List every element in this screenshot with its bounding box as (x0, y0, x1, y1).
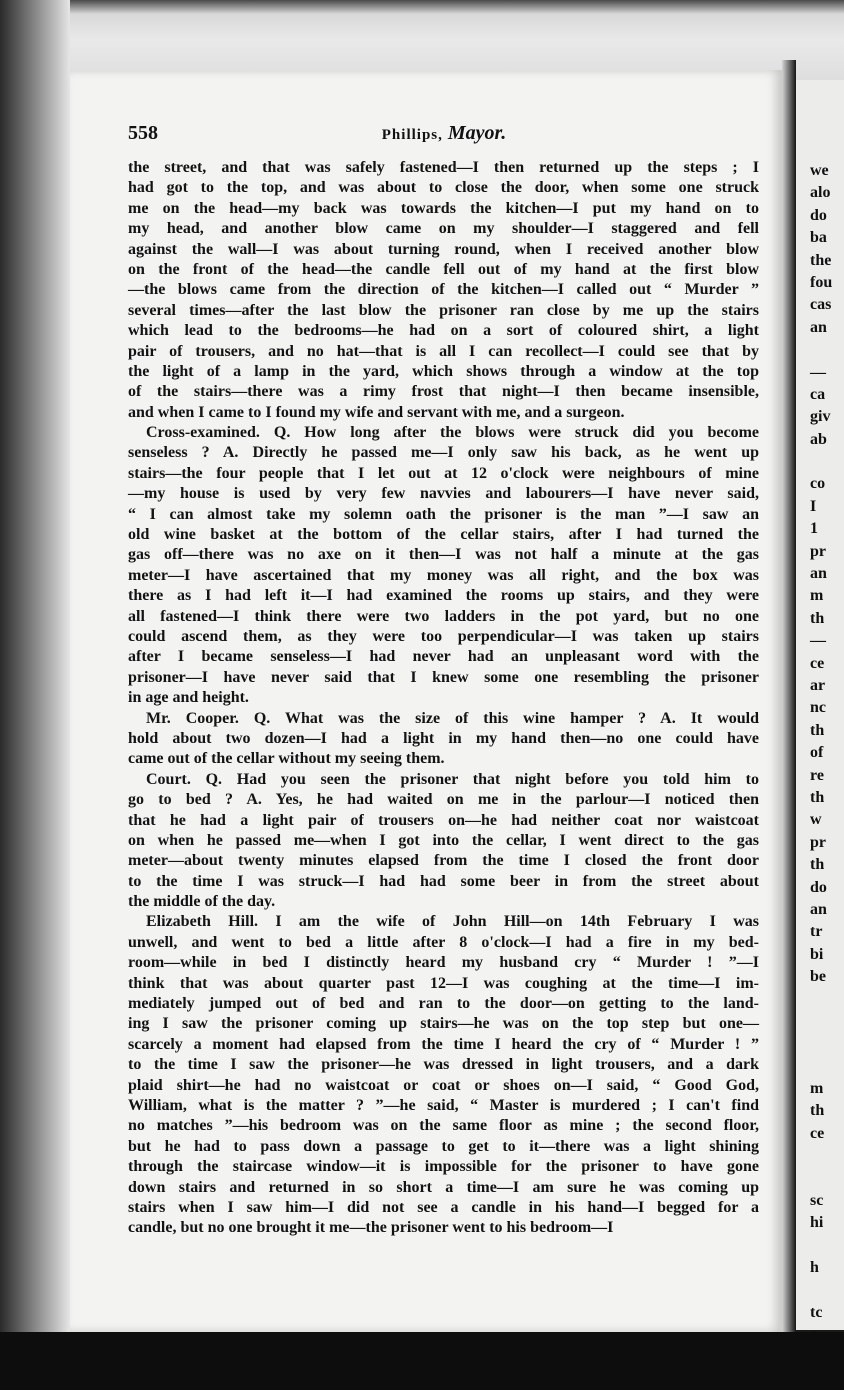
facing-line-fragment: an (810, 900, 827, 918)
facing-line-fragment: pr (810, 833, 826, 851)
facing-line-fragment (810, 1056, 832, 1078)
facing-line-fragment: hi (810, 1214, 824, 1232)
facing-line-fragment: ba (810, 229, 827, 247)
text-line: stairs when I saw him—I did not see a candle in his hand—I begged for a (128, 1198, 759, 1216)
facing-line-fragment: th (810, 788, 825, 806)
text-line: and when I came to I found my wife and servant with me, and a surgeon. (128, 403, 625, 421)
facing-line-fragment: re (810, 766, 824, 784)
text-line: the street, and that was safely fastened—I then returned up the steps ; I (128, 159, 759, 176)
facing-line-fragment: th (810, 721, 825, 739)
text-line: Court. Q. Had you seen the prisoner that night before you told him to (146, 770, 759, 788)
facing-line-fragment: sc (810, 1191, 824, 1209)
facing-line-fragment (810, 1011, 832, 1033)
facing-line-fragment: ca (810, 385, 826, 403)
running-head (128, 118, 760, 150)
text-line: to the time I saw the prisoner—he was dressed in light trousers, and a dark (128, 1056, 759, 1074)
text-line: scarcely a moment had elapsed from the time I heard the cry of “ Murder ! ” (128, 1035, 759, 1053)
text-line: candle, but no one brought it me—the prisoner went to his bedroom—I (128, 1219, 614, 1237)
facing-line-fragment (810, 339, 832, 361)
text-line: William, what is the matter ? ”—he said, “ Master is murdered ; I can't find (128, 1096, 759, 1114)
text-line: several times—after the last blow the prisoner ran close by me up the stairs (128, 301, 759, 319)
text-line: mediately jumped out of bed and ran to the door—on getting to the land- (128, 995, 759, 1013)
page-number: 558 (128, 122, 158, 144)
text-line: go to bed ? A. Yes, he had waited on me in the parlour—I noticed then (128, 791, 759, 809)
text-line: had got to the top, and was about to close the door, when some one struck (128, 179, 759, 197)
facing-line-fragment: nc (810, 699, 826, 717)
facing-line-fragment: do (810, 206, 827, 224)
text-line: plaid shirt—he had no waistcoat or coat or shoes on—I said, “ Good God, (128, 1076, 759, 1094)
text-line: Mr. Cooper. Q. What was the size of this wine hamper ? A. It would (146, 709, 759, 727)
text-line: think that was about quarter past 12—I was coughing at the time—I im- (128, 974, 759, 992)
text-line: prisoner—I have never said that I knew some one resembling the prisoner (128, 668, 759, 686)
facing-line-fragment: ce (810, 1124, 825, 1142)
facing-line-fragment: w (810, 811, 822, 829)
text-line: gas off—there was no axe on it then—I was not half a minute at the gas (128, 546, 759, 564)
facing-line-fragment: bi (810, 945, 824, 963)
body-text (128, 158, 759, 1239)
text-line: me on the head—my back was towards the kitchen—I put my hand on to (128, 199, 759, 217)
facing-line-fragment: m (810, 1080, 824, 1098)
facing-line-fragment (810, 1168, 832, 1190)
text-line: pair of trousers, and no hat—that is all I can recollect—I could see that by (128, 342, 759, 360)
facing-line-fragment (810, 988, 832, 1010)
text-line: could ascend them, as they were too perpendicular—I was taken up stairs (128, 627, 759, 645)
text-line: room—while in bed I distinctly heard my husband cry “ Murder ! ”—I (128, 954, 759, 972)
facing-line-fragment: of (810, 744, 824, 762)
facing-line-fragment: alo (810, 184, 831, 202)
text-line: meter—I have ascertained that my money was all right, and the box was (128, 566, 759, 584)
text-line: senseless ? A. Directly he passed me—I only saw his back, as he went up (128, 444, 759, 462)
facing-line-fragment: cas (810, 296, 832, 314)
text-line: of the stairs—there was a rimy frost that night—I then became insensible, (128, 383, 759, 401)
text-line: my head, and another blow came on my shoulder—I staggered and fell (128, 220, 759, 238)
facing-line-fragment: ar (810, 676, 826, 694)
facing-line-fragment: we (810, 162, 829, 179)
running-head-name: Phillips, (381, 127, 443, 143)
facing-page (796, 80, 844, 1330)
text-line: the light of a lamp in the yard, which shows through a window at the top (128, 362, 759, 380)
facing-line-fragment: h (810, 1259, 819, 1277)
running-head-title: Mayor. (447, 122, 507, 144)
text-line: that he had a light pair of trousers on—he had neither coat nor waistcoat (128, 811, 759, 829)
facing-line-fragment: — (810, 632, 826, 650)
facing-line-fragment: 1 (810, 520, 818, 538)
text-line: ing I saw the prisoner coming up stairs—he was on the top step but one— (128, 1015, 759, 1033)
facing-line-fragment (810, 1235, 832, 1257)
text-line: after I became senseless—I had never had an unpleasant word with the (128, 648, 759, 666)
text-line: on the front of the head—the candle fell out of my hand at the first blow (128, 260, 759, 278)
scan-bottom-border (0, 1332, 844, 1390)
text-line: no matches ”—his bedroom was on the same floor as mine ; the second floor, (128, 1117, 759, 1135)
text-line: the middle of the day. (128, 893, 276, 911)
facing-line-fragment: co (810, 475, 826, 493)
facing-line-fragment: ab (810, 430, 827, 448)
facing-line-fragment: giv (810, 408, 831, 426)
facing-line-fragment: I (810, 497, 817, 515)
page-header (128, 118, 760, 148)
facing-line-fragment: an (810, 565, 827, 583)
text-line: Elizabeth Hill. I am the wife of John Hill—on 14th February I was (146, 913, 759, 931)
book-gutter (782, 60, 796, 1342)
text-line: all fastened—I think there were two ladders in the pot yard, but no one (128, 607, 759, 625)
text-line: unwell, and went to bed a little after 8 o'clock—I had a fire in my bed- (128, 933, 759, 951)
text-line: which lead to the bedrooms—he had on a sort of coloured shirt, a light (128, 322, 759, 340)
facing-line-fragment: th (810, 1102, 825, 1120)
text-line: on when he passed me—when I got into the cellar, I went direct to the gas (128, 831, 759, 849)
text-line: —the blows came from the direction of the kitchen—I called out “ Murder ” (128, 281, 759, 299)
facing-line-fragment: the (810, 251, 832, 269)
facing-line-fragment: be (810, 968, 826, 986)
facing-line-fragment: tc (810, 1303, 823, 1321)
facing-line-fragment: do (810, 878, 827, 896)
facing-line-fragment: m (810, 587, 824, 605)
facing-line-fragment: an (810, 318, 827, 336)
text-line: stairs—the four people that I let out at 12 o'clock were neighbours of mine (128, 464, 759, 482)
text-line: hold about two dozen—I had a light in my hand then—no one could have (128, 729, 759, 747)
text-line: came out of the cellar without my seeing them. (128, 750, 445, 768)
facing-line-fragment: th (810, 856, 825, 874)
text-line: meter—about twenty minutes elapsed from the time I closed the front door (128, 852, 759, 870)
text-line: to the time I was struck—I had had some beer in from the street about (128, 872, 759, 890)
text-line: old wine basket at the bottom of the cellar stairs, after I had turned the (128, 526, 759, 544)
scan-top-margin (0, 0, 844, 80)
text-line: there as I had left it—I had examined the rooms up stairs, and they were (128, 587, 759, 605)
facing-line-fragment: tr (810, 923, 823, 941)
text-line: down stairs and returned in so short a time—I am sure he was coming up (128, 1178, 759, 1196)
facing-line-fragment: pr (810, 542, 826, 560)
text-line: through the staircase window—it is impossible for the prisoner to have gone (128, 1158, 759, 1176)
facing-line-fragment (810, 1145, 832, 1167)
facing-page-text (810, 160, 832, 1369)
scan-left-edge (0, 0, 70, 1390)
facing-line-fragment: th (810, 609, 825, 627)
text-line: “ I can almost take my solemn oath the prisoner is the man ”—I saw an (128, 505, 759, 523)
text-line: against the wall—I was about turning round, when I received another blow (128, 240, 759, 258)
text-line: Cross-examined. Q. How long after the blows were struck did you become (146, 424, 759, 442)
facing-line-fragment: — (810, 363, 826, 381)
facing-line-fragment (810, 1033, 832, 1055)
text-line: —my house is used by very few navvies and labourers—I have never said, (128, 485, 759, 503)
facing-line-fragment: ce (810, 654, 825, 672)
facing-line-fragment: fou (810, 273, 833, 291)
facing-line-fragment (810, 1280, 832, 1302)
text-line: but he had to pass down a passage to get to it—there was a light shining (128, 1137, 759, 1155)
facing-line-fragment (810, 451, 832, 473)
text-line: in age and height. (128, 689, 249, 707)
